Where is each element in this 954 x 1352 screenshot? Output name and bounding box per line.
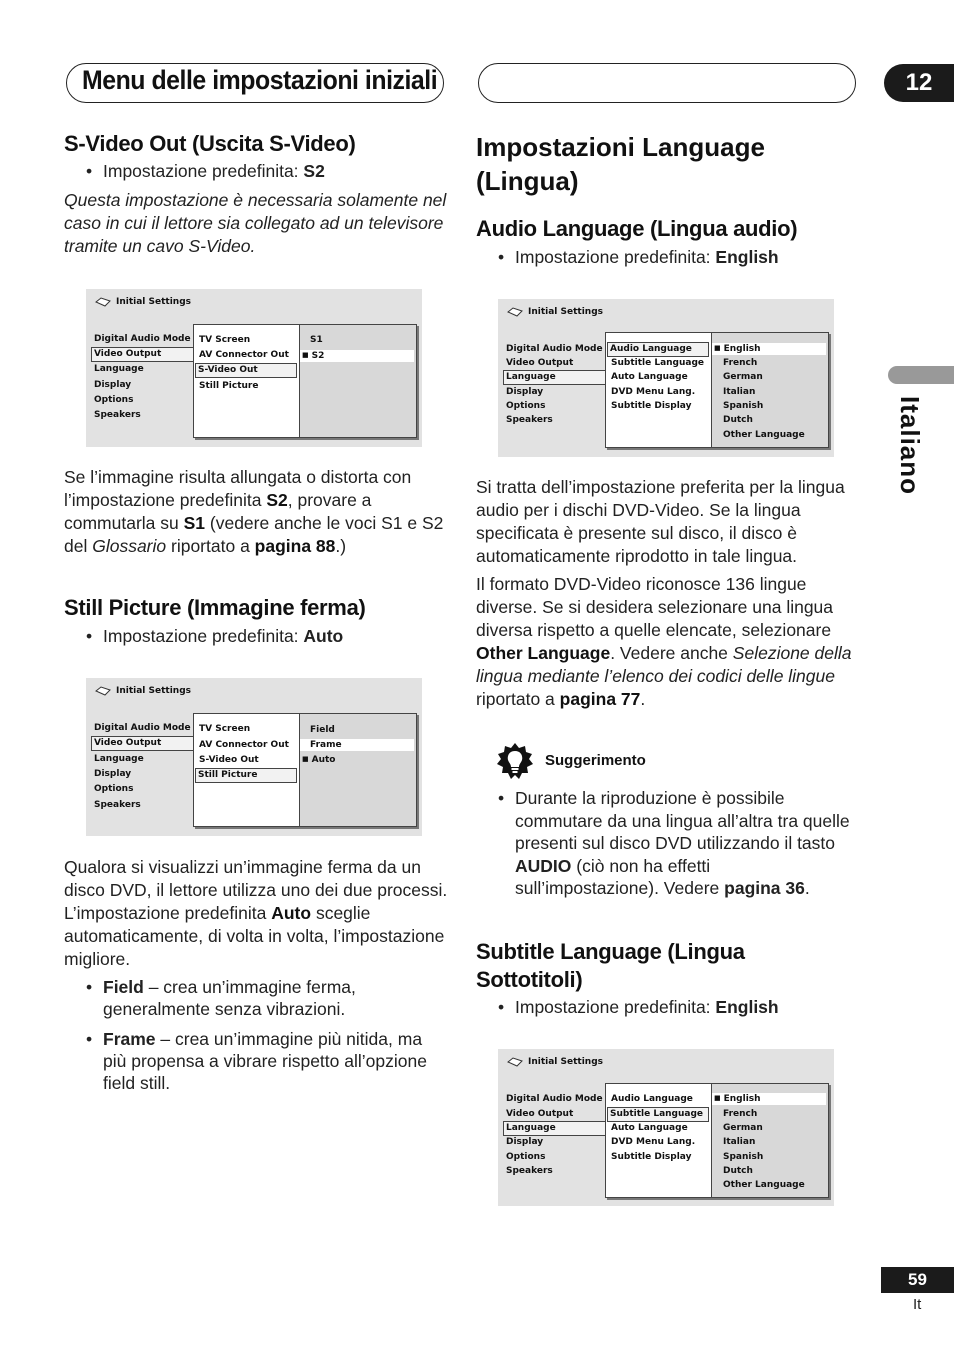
subtitle-default: • Impostazione predefinita: English (515, 996, 779, 1018)
menu-digital-audio[interactable]: Digital Audio Mode (506, 344, 603, 354)
tip-label: Suggerimento (545, 752, 646, 769)
audio-language-screen (498, 299, 834, 457)
lightbulb-icon (496, 742, 534, 780)
svideo-default: • Impostazione predefinita: S2 (103, 160, 325, 182)
menu-video-output[interactable]: Video Output (92, 737, 194, 750)
disc-icon (507, 1057, 523, 1067)
sub-dvd-menu-lang[interactable]: DVD Menu Lang. (611, 387, 696, 397)
menu-display[interactable]: Display (94, 769, 132, 779)
svideo-note: Questa impostazione è necessaria solamente nel caso in cui il lettore sia collegato ad un televisore tramite un cavo S-Video. (64, 190, 447, 256)
opt-italian[interactable]: Italian (723, 1137, 756, 1147)
screen-title: Initial Settings (116, 686, 192, 696)
page-title: Menu delle impostazioni iniziali (82, 65, 438, 95)
opt-other-language[interactable]: Other Language (723, 1180, 805, 1190)
opt-spanish[interactable]: Spanish (723, 401, 764, 411)
opt-german[interactable]: German (723, 372, 763, 382)
menu-digital-audio[interactable]: Digital Audio Mode (506, 1094, 603, 1104)
still-heading: Still Picture (Immagine ferma) (64, 595, 366, 620)
sub-av-connector[interactable]: AV Connector Out (199, 740, 289, 750)
sub-svideo-out[interactable]: S-Video Out (199, 755, 259, 765)
menu-speakers[interactable]: Speakers (506, 415, 553, 425)
sub-subtitle-display[interactable]: Subtitle Display (611, 1152, 692, 1162)
menu-digital-audio[interactable]: Digital Audio Mode (94, 334, 191, 344)
audio-language-heading: Audio Language (Lingua audio) (476, 216, 798, 241)
opt-english[interactable]: ■ English (714, 1093, 761, 1106)
sub-still-picture[interactable]: Still Picture (196, 769, 296, 782)
menu-display[interactable]: Display (94, 380, 132, 390)
disc-icon (95, 686, 111, 696)
sub-auto-language[interactable]: Auto Language (611, 1123, 688, 1133)
subtitle-language-heading: Subtitle Language (Lingua Sottotitoli) (476, 939, 745, 992)
opt-french[interactable]: French (723, 1109, 758, 1119)
screen-title: Initial Settings (116, 297, 192, 307)
still-frame-bullet: • Frame – crea un’immagine più nitida, ma più propensa a vibrare rispetto all’opzione field still. (103, 1028, 443, 1094)
language-heading: Impostazioni Language (Lingua) (476, 132, 765, 196)
menu-video-output[interactable]: Video Output (506, 1109, 574, 1119)
menu-options[interactable]: Options (506, 1152, 546, 1162)
menu-options[interactable]: Options (94, 784, 134, 794)
sub-audio-language[interactable]: Audio Language (608, 343, 708, 356)
menu-display[interactable]: Display (506, 1137, 544, 1147)
menu-language[interactable]: Language (94, 754, 144, 764)
sub-subtitle-display[interactable]: Subtitle Display (611, 401, 692, 411)
opt-field[interactable]: Field (310, 725, 335, 735)
menu-language[interactable]: Language (504, 371, 606, 384)
still-paragraph: Qualora si visualizzi un’immagine ferma da un disco DVD, il lettore utilizza uno dei due processi. L’impostazione predefinita Auto sceglie automaticamente, di volta in volta, l’impostazione migliore. (64, 857, 448, 969)
sub-av-connector[interactable]: AV Connector Out (199, 350, 289, 360)
still-default: • Impostazione predefinita: Auto (103, 625, 343, 647)
opt-french[interactable]: French (723, 358, 758, 368)
opt-s2[interactable]: ■ S2 (302, 350, 324, 363)
menu-speakers[interactable]: Speakers (94, 800, 141, 810)
opt-dutch[interactable]: Dutch (723, 1166, 753, 1176)
disc-icon (507, 307, 523, 317)
menu-digital-audio[interactable]: Digital Audio Mode (94, 723, 191, 733)
sub-dvd-menu-lang[interactable]: DVD Menu Lang. (611, 1137, 696, 1147)
svideo-heading: S-Video Out (Uscita S-Video) (64, 131, 356, 156)
svideo-settings-screen (86, 289, 422, 447)
sub-tv-screen[interactable]: TV Screen (199, 724, 251, 734)
menu-language[interactable]: Language (504, 1122, 606, 1135)
opt-frame[interactable]: Frame (310, 740, 342, 750)
opt-other-language[interactable]: Other Language (723, 430, 805, 440)
opt-s1[interactable]: S1 (310, 335, 323, 345)
disc-icon (95, 297, 111, 307)
still-field-bullet: • Field – crea un’immagine ferma, generalmente senza vibrazioni. (103, 976, 443, 1020)
opt-italian[interactable]: Italian (723, 387, 756, 397)
svideo-paragraph: Se l’immagine risulta allungata o distorta con l’impostazione predefinita S2, provare a commutarla su S1 (vedere anche le voci S1 e S2 del Glossario riportato a pagina 88.) (64, 467, 444, 556)
header-blank-frame (478, 63, 856, 103)
tip-bullet: • Durante la riproduzione è possibile commutare da una lingua all’altra tra quelle presenti sul disco DVD utilizzando il tasto AUDIO (ciò non ha effetti sull’impostazione). Vedere pagina 36. (515, 787, 855, 900)
menu-video-output[interactable]: Video Output (506, 358, 574, 368)
sub-svideo-out[interactable]: S-Video Out (196, 364, 296, 377)
sub-auto-language[interactable]: Auto Language (611, 372, 688, 382)
opt-german[interactable]: German (723, 1123, 763, 1133)
opt-dutch[interactable]: Dutch (723, 415, 753, 425)
page-language-code: It (913, 1296, 922, 1313)
audio-default: • Impostazione predefinita: English (515, 246, 779, 268)
menu-display[interactable]: Display (506, 387, 544, 397)
menu-video-output[interactable]: Video Output (92, 348, 194, 361)
menu-language[interactable]: Language (94, 364, 144, 374)
side-language-label: Italiano (895, 396, 925, 496)
sub-tv-screen[interactable]: TV Screen (199, 335, 251, 345)
language-tab-marker (888, 366, 954, 384)
sub-audio-language[interactable]: Audio Language (611, 1094, 693, 1104)
sub-subtitle-language[interactable]: Subtitle Language (608, 1108, 708, 1121)
sub-still-picture[interactable]: Still Picture (199, 381, 259, 391)
sub-subtitle-language[interactable]: Subtitle Language (611, 358, 705, 368)
menu-options[interactable]: Options (506, 401, 546, 411)
audio-paragraph-2: Il formato DVD-Video riconosce 136 lingue diverse. Se si desidera selezionare una lingua diversa rispetto a quelle elencate, selezionare Other Language. Vedere anche Selezione della lingua mediante l’elenco dei codici delle lingue riportato a pagina 77. (476, 574, 852, 709)
opt-english[interactable]: ■ English (714, 343, 761, 356)
opt-spanish[interactable]: Spanish (723, 1152, 764, 1162)
menu-speakers[interactable]: Speakers (506, 1166, 553, 1176)
menu-speakers[interactable]: Speakers (94, 410, 141, 420)
page-number: 59 (881, 1267, 954, 1293)
subtitle-language-screen (498, 1049, 834, 1206)
still-settings-screen (86, 678, 422, 836)
chapter-number: 12 (884, 64, 954, 102)
menu-options[interactable]: Options (94, 395, 134, 405)
screen-title: Initial Settings (528, 307, 604, 317)
audio-paragraph-1: Si tratta dell’impostazione preferita per la lingua audio per i dischi DVD-Video. Se la lingua specificata è presente sul disco, il disco è automaticamente riprodotto in tale lingua. (476, 477, 845, 566)
opt-auto[interactable]: ■ Auto (302, 754, 335, 767)
screen-title: Initial Settings (528, 1057, 604, 1067)
